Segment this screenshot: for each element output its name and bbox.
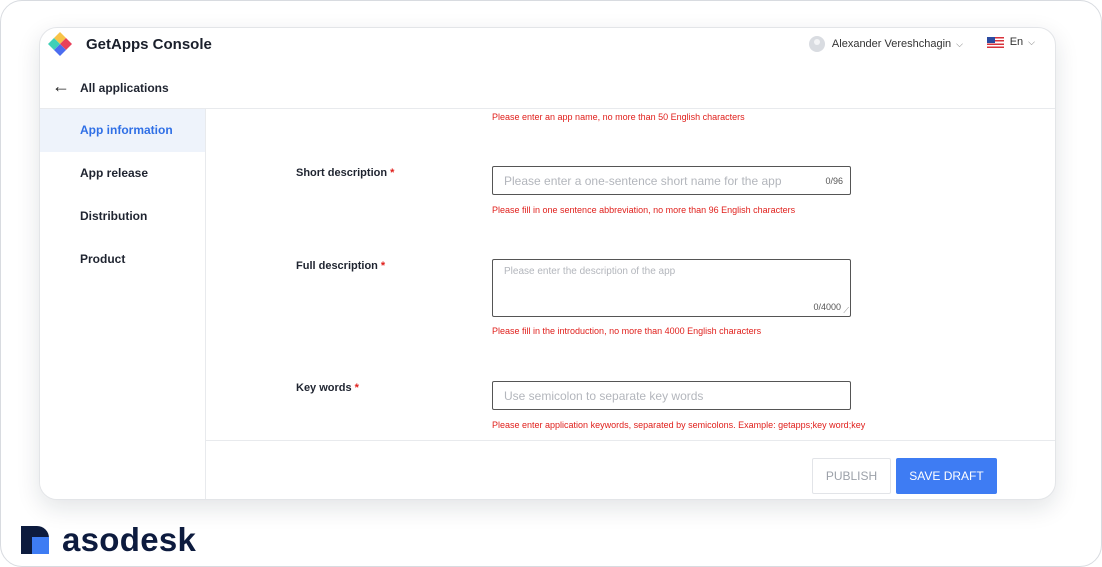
key-words-placeholder: Use semicolon to separate key words — [504, 389, 704, 403]
form-footer — [206, 440, 1055, 500]
sidebar-item-app-release[interactable]: App release — [80, 166, 149, 180]
user-name: Alexander Vereshchagin — [831, 38, 952, 50]
asodesk-wordmark: asodesk — [62, 521, 197, 558]
console-window — [39, 27, 1056, 500]
back-link[interactable]: All applications — [80, 81, 169, 95]
chevron-down-icon: ⌵ — [956, 38, 963, 49]
us-flag-icon — [987, 37, 1004, 48]
key-words-input[interactable] — [492, 381, 851, 410]
app-name-error: Please enter an app name, no more than 50 English characters — [492, 112, 745, 122]
short-description-input[interactable] — [492, 166, 851, 195]
full-description-placeholder: Please enter the description of the app — [504, 266, 676, 277]
required-marker: * — [390, 167, 395, 179]
resize-handle-icon[interactable]: ⟋ — [843, 306, 849, 315]
app-title: GetApps Console — [86, 36, 212, 53]
breadcrumb — [40, 76, 1055, 109]
getapps-logo-icon[interactable] — [47, 31, 73, 57]
asodesk-brand — [21, 521, 196, 559]
chevron-down-icon: ⌵ — [1028, 36, 1035, 47]
sidebar-item-product[interactable]: Product — [80, 252, 126, 266]
language-selector[interactable] — [987, 36, 1035, 48]
full-description-label-text: Full description — [296, 260, 378, 272]
full-description-textarea[interactable] — [492, 259, 851, 317]
language-label: En — [1009, 36, 1024, 48]
full-description-error: Please fill in the introduction, no more than 4000 English characters — [492, 326, 762, 336]
key-words-error: Please enter application keywords, separated by semicolons. Example: getapps;key word;key — [492, 420, 866, 430]
user-menu[interactable] — [809, 36, 963, 52]
required-marker: * — [380, 260, 386, 272]
short-description-label-text: Short description — [296, 167, 388, 179]
save-draft-button[interactable]: SAVE DRAFT — [896, 458, 997, 494]
back-arrow-icon[interactable]: ← — [52, 76, 70, 96]
key-words-label-text: Key words — [296, 382, 352, 394]
short-description-error: Please fill in one sentence abbreviation, no more than 96 English characters — [492, 205, 796, 215]
app-info-form — [206, 109, 1055, 439]
sidebar-item-distribution[interactable]: Distribution — [80, 209, 148, 223]
key-words-label — [296, 382, 359, 394]
short-description-placeholder: Please enter a one-sentence short name for the app — [504, 174, 782, 188]
short-description-label — [296, 167, 394, 179]
avatar-icon — [809, 36, 825, 52]
full-description-label — [296, 260, 385, 272]
full-description-counter: 0/4000 — [813, 302, 841, 312]
top-bar — [40, 28, 1055, 60]
sidebar-item-app-information[interactable]: App information — [40, 109, 205, 152]
asodesk-logo-icon — [21, 526, 49, 554]
publish-button[interactable]: PUBLISH — [812, 458, 891, 494]
required-marker: * — [354, 382, 359, 394]
sidebar — [40, 109, 206, 500]
short-description-counter: 0/96 — [825, 176, 843, 186]
